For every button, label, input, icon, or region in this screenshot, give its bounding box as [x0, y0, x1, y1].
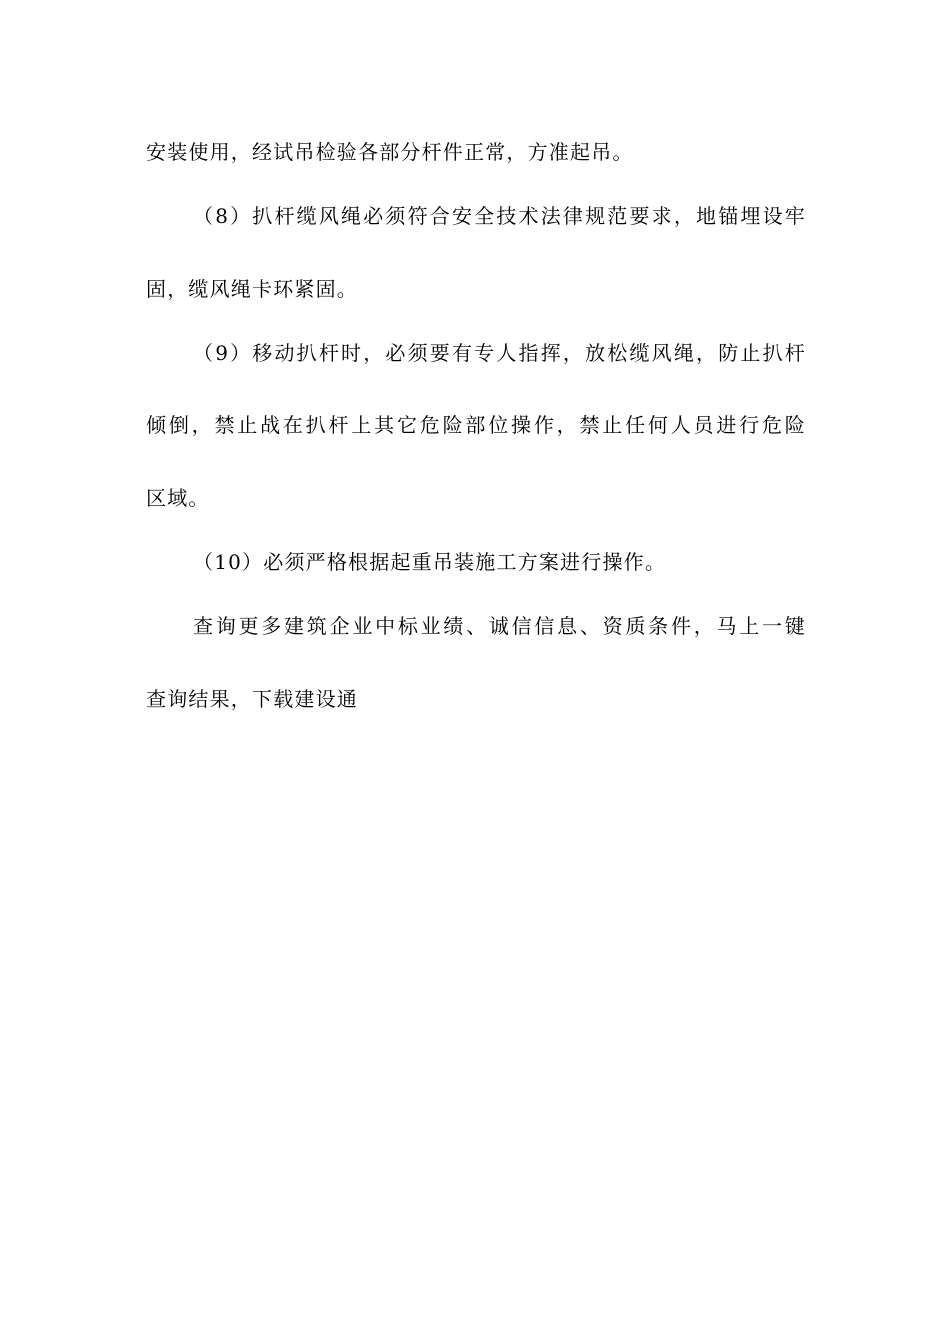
text-line-6: 区域。 — [146, 486, 210, 510]
text-line-3: 固，缆风绳卡环紧固。 — [146, 277, 358, 301]
text-line-4: （9）移动扒杆时，必须要有专人指挥，放松缆风绳，防止扒杆 — [193, 341, 806, 365]
text-line-2: （8）扒杆缆风绳必须符合安全技术法律规范要求，地锚埋设牢 — [193, 204, 806, 228]
text-line-7: （10）必须严格根据起重吊装施工方案进行操作。 — [193, 550, 667, 574]
text-line-9: 查询结果，下载建设通 — [146, 687, 358, 711]
text-line-8: 查询更多建筑企业中标业绩、诚信信息、资质条件，马上一键 — [193, 614, 806, 638]
text-line-5: 倾倒，禁止战在扒杆上其它危险部位操作，禁止任何人员进行危险 — [146, 413, 806, 437]
text-line-1: 安装使用，经试吊检验各部分杆件正常，方准起吊。 — [146, 140, 634, 164]
